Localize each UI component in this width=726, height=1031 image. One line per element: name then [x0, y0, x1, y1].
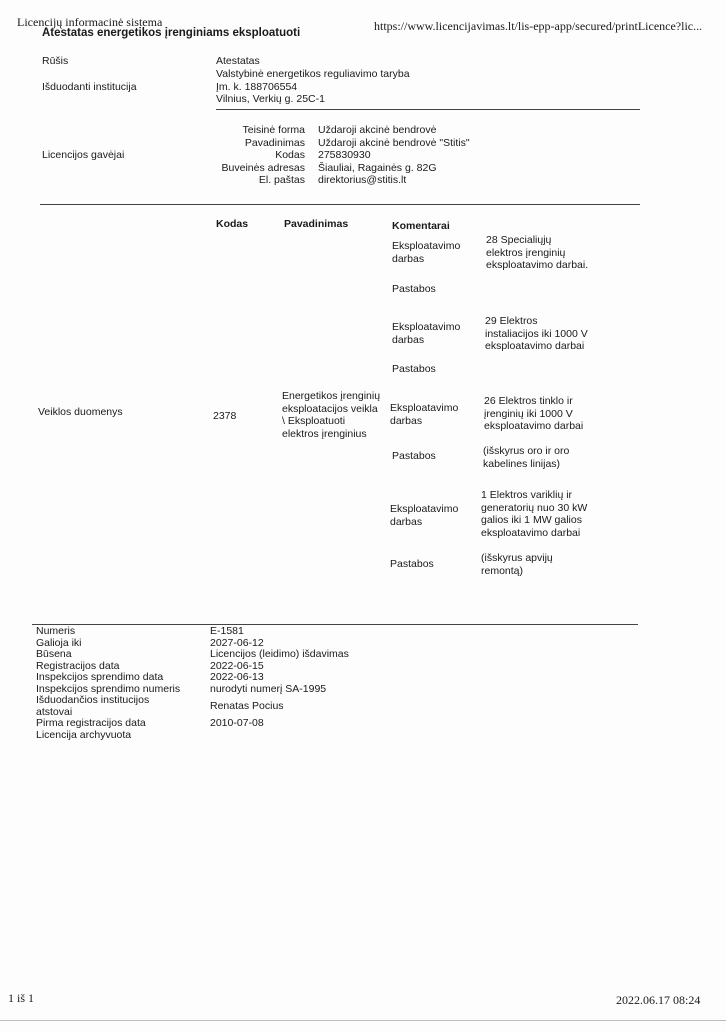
notes-label: Pastabos [392, 450, 436, 462]
number-label: Numeris [36, 625, 76, 637]
inspection-number-label: Inspekcijos sprendimo numeris [36, 682, 181, 695]
notes-label: Pastabos [390, 558, 434, 570]
first-registration-value: 2010-07-08 [210, 717, 264, 729]
institution-details [216, 68, 410, 106]
page-url: https://www.licencijavimas.lt/lis-epp-app/secured/printLicence?lic... [374, 19, 703, 33]
registration-date-value: 2022-06-15 [210, 659, 264, 672]
work-description: 26 Elektros tinklo ir įrenginių iki 1000 V eksploatavimo darbai [484, 395, 584, 432]
col-code-header: Kodas [216, 218, 249, 230]
legal-form-value: Uždaroji akcinė bendrovė [318, 124, 437, 136]
divider [216, 109, 640, 110]
print-datetime: 2022.06.17 08:24 [616, 993, 701, 1007]
activity-code: 2378 [213, 410, 237, 422]
status-value: Licencijos (leidimo) išdavimas [210, 648, 349, 660]
representatives-value: Renatas Pocius [210, 700, 284, 712]
activity-name: Energetikos įrenginių eksploatacijos veikla \ Eksploatuoti elektros įrenginius [282, 390, 381, 440]
company-code-label: Kodas [275, 149, 305, 161]
inspection-number-value: nurodyti numerį SA-1995 [210, 682, 327, 695]
summary-values [210, 626, 349, 730]
notes-label: Pastabos [392, 363, 436, 375]
activity-section-label: Veiklos duomenys [38, 406, 123, 418]
valid-until-value: 2027-06-12 [210, 636, 264, 649]
notes-value: (išskyrus apvijų remontą) [481, 552, 553, 577]
email-label: El. paštas [258, 174, 305, 186]
institution-label: Išduodanti institucija [42, 81, 137, 93]
number-value: E-1581 [210, 625, 244, 637]
valid-until-label: Galioja iki [36, 636, 82, 649]
company-code-value: 275830930 [318, 149, 371, 161]
registration-date-label: Registracijos data [36, 659, 120, 672]
col-name-header: Pavadinimas [284, 218, 349, 230]
work-label: Eksploatavimo darbas [392, 240, 461, 265]
company-name-value: Uždaroji akcinė bendrovė "Stitis" [318, 136, 470, 149]
inspection-date-value: 2022-06-13 [210, 671, 264, 683]
address-value: Šiauliai, Ragainės g. 82G [318, 161, 437, 174]
work-description: 29 Elektros instaliacijos iki 1000 V eksploatavimo darbai [485, 315, 588, 352]
work-label: Eksploatavimo darbas [392, 321, 461, 346]
work-label: Eksploatavimo darbas [390, 503, 459, 528]
system-name: Licencijų informacinė sistema [17, 15, 163, 29]
work-description: 1 Elektros variklių ir generatorių nuo 30 kW galios iki 1 MW galios eksploatavimo darbai [481, 489, 588, 539]
notes-label: Pastabos [392, 283, 436, 295]
status-label: Būsena [36, 648, 72, 660]
work-description: 28 Specialiųjų elektros įrenginių eksploatavimo darbai. [486, 234, 589, 271]
rusis-value: Atestatas [216, 55, 260, 67]
divider [32, 624, 638, 625]
holder-field-values [318, 124, 470, 187]
holder-section-label: Licencijos gavėjai [42, 149, 125, 161]
address-label: Buveinės adresas [221, 161, 305, 174]
first-registration-label: Pirma registracijos data [36, 717, 146, 729]
institution-name: Valstybinė energetikos reguliavimo taryba [216, 68, 410, 80]
page-edge [0, 1020, 726, 1021]
archived-label: Licencija archyvuota [36, 728, 132, 741]
company-name-label: Pavadinimas [244, 136, 305, 149]
rusis-label: Rūšis [42, 55, 69, 67]
summary-labels [36, 626, 180, 741]
col-comment-header: Komentarai [392, 220, 450, 232]
holder-field-labels [200, 124, 305, 187]
representatives-label: Išduodančios institucijos atstovai [36, 694, 150, 718]
notes-value: (išskyrus oro ir oro kabelines linijas) [483, 445, 570, 470]
email-value[interactable] [318, 174, 470, 187]
institution-address: Vilnius, Verkių g. 25C-1 [216, 93, 325, 105]
institution-code: Įm. k. 188706554 [216, 80, 298, 93]
legal-form-label: Teisinė forma [242, 124, 305, 136]
document-title: Atestatas energetikos įrenginiams eksploatuoti [42, 27, 301, 39]
page-counter: 1 iš 1 [8, 991, 35, 1005]
divider [40, 204, 640, 205]
work-label: Eksploatavimo darbas [390, 402, 459, 427]
inspection-date-label: Inspekcijos sprendimo data [36, 671, 164, 683]
email-link[interactable]: direktorius@stitis.lt [318, 174, 407, 186]
